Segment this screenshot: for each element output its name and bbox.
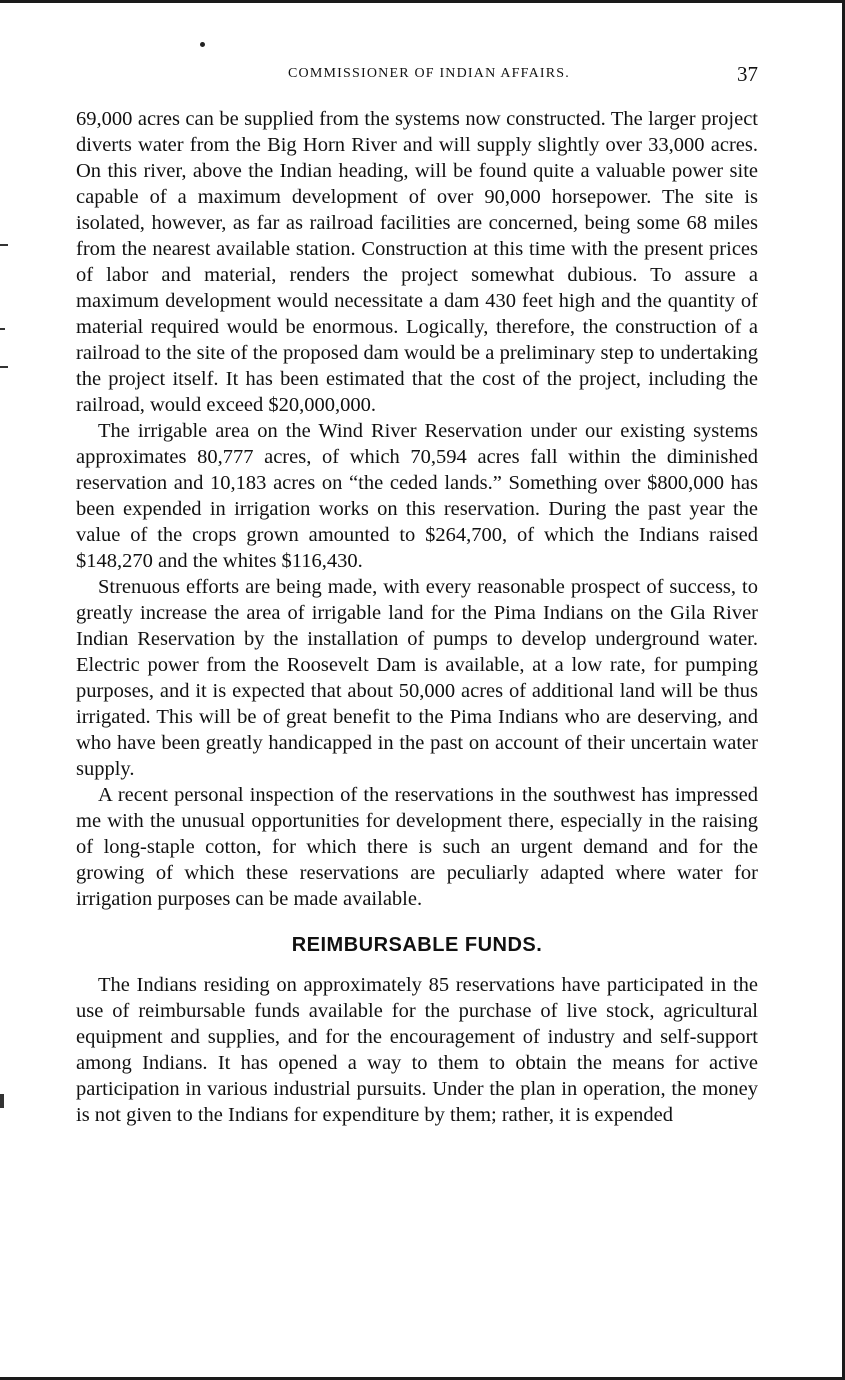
margin-mark — [0, 244, 8, 246]
paragraph-wind-river: The irrigable area on the Wind River Reservation under our existing systems approximates 80,777 acres, of which 70,594 acres fall within the diminished reservation and 10,183 acres on “the ceded lands.” Something over $800,000 has been expended in irrigation works on this reservation. During the past year the value of the crops grown amounted to $264,700, of which the Indians raised $148,270 and the whites $116,430. — [76, 420, 758, 572]
ink-speck — [200, 42, 205, 47]
margin-mark — [0, 1094, 4, 1108]
margin-mark — [0, 366, 8, 368]
page-number: 37 — [737, 62, 758, 86]
page-header — [76, 62, 762, 88]
paragraph-southwest: A recent personal inspection of the reservations in the southwest has impressed me with the unusual opportunities for development there, especially in the raising of long-staple cotton, for which there is such an urgent demand and for the growing of which these reservations are peculiarly adapted where water for irrigation purposes can be made available. — [76, 784, 758, 910]
body-text — [76, 106, 758, 1128]
margin-mark — [0, 328, 5, 330]
paragraph-reimbursable-funds: The Indians residing on approximately 85 reservations have participated in the use of reimbursable funds available for the purchase of live stock, agricultural equipment and supplies, and for the encouragement of industry and self-support among Indians. It has opened a way to them to obtain the means for active participation in various industrial pursuits. Under the plan in operation, the money is not given to the Indians for expenditure by them; rather, it is expended — [76, 974, 758, 1126]
paragraph-gila-river: Strenuous efforts are being made, with every reasonable prospect of success, to greatly increase the area of irrigable land for the Pima Indians on the Gila River Indian Reservation by the installation of pumps to develop underground water. Electric power from the Roosevelt Dam is available, at a low rate, for pumping purposes, and it is expected that about 50,000 acres of additional land will be thus irrigated. This will be of great benefit to the Pima Indians who are deserving, and who have been greatly handicapped in the past on account of their uncertain water supply. — [76, 576, 758, 780]
section-heading: REIMBURSABLE FUNDS. — [291, 934, 543, 956]
paragraph-continued: 69,000 acres can be supplied from the systems now constructed. The larger project diverts water from the Big Horn River and will supply slightly over 33,000 acres. On this river, above the Indian heading, will be found quite a valuable power site capable of a maximum development of over 90,000 horsepower. The site is isolated, however, as far as railroad facilities are concerned, being some 68 miles from the nearest available station. Construction at this time with the present prices of labor and material, renders the project somewhat dubious. To assure a maximum development would necessitate a dam 430 feet high and the quantity of material required would be enormous. Logically, therefore, the construction of a railroad to the site of the proposed dam would be a preliminary step to undertaking the project itself. It has been estimated that the cost of the project, including the railroad, would exceed $20,000,000. — [76, 108, 758, 416]
page-edge-top — [0, 0, 845, 3]
running-head: COMMISSIONER OF INDIAN AFFAIRS. — [288, 66, 570, 81]
